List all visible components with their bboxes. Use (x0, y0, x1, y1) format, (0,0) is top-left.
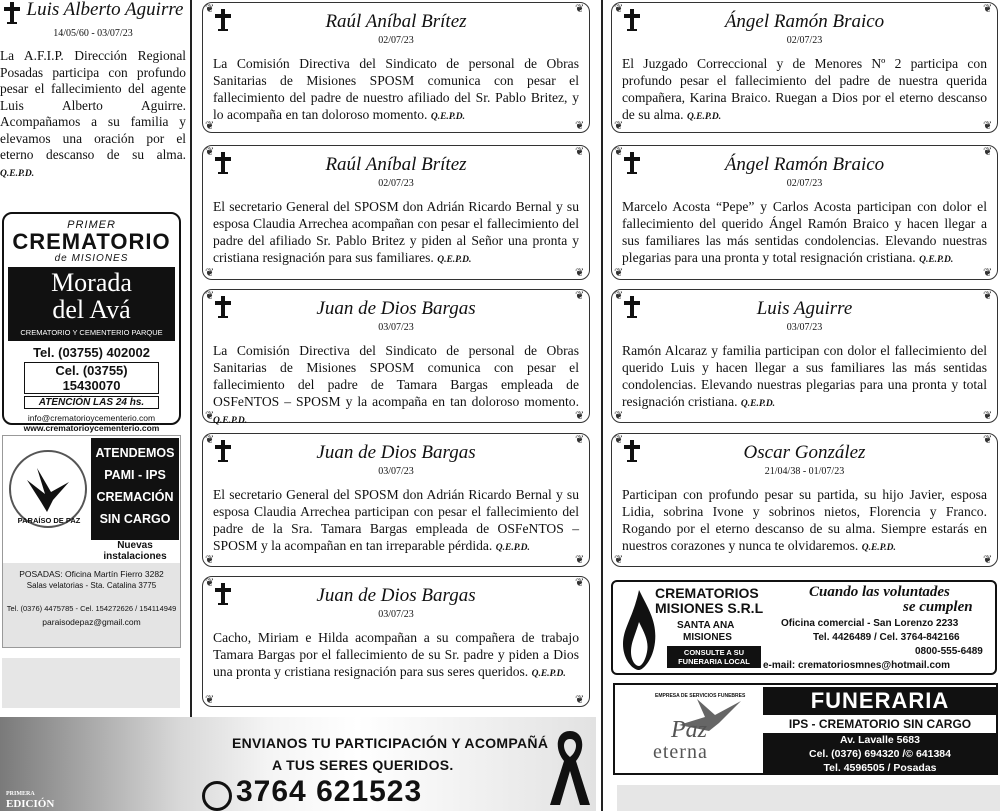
ad-line: SIN CARGO (99, 512, 171, 526)
ad-contact (763, 733, 997, 775)
ad-paraiso-de-paz (2, 435, 181, 648)
qepd-label: Q.E.P.D. (531, 669, 566, 679)
ad-office: Oficina comercial - San Lorenzo 2233 (781, 618, 959, 629)
ad-cel: Cel. (0376) 694320 /© 641384 (808, 748, 951, 760)
qepd-label: Q.E.P.D. (495, 543, 530, 553)
obituary-card: ❦ ❦ ❦ ❦ Raúl Aníbal Brítez 02/07/23 El secretario General del SPOSM don Adrián Ricardo Bernal y su esposa Claudia Arrechea acompañan con pesar el fallecimiento del padre del afiliado Sr. Pablo Britez y piden al Señor una pronta y cristiana resignación para sus familiares. Q.E.P.D. (202, 145, 590, 280)
ad-tels: Tel. (0376) 4475785 - Cel. 154272626 / 154114949 (6, 604, 177, 613)
ad-email: e-mail: crematoriosmnes@hotmail.com (763, 660, 951, 671)
flame-icon (619, 588, 659, 672)
obituary-name: Ángel Ramón Braico (724, 11, 885, 32)
obituary-date: 21/04/38 - 01/07/23 (764, 466, 845, 477)
obituary-card: ❦ ❦ ❦ ❦ Juan de Dios Bargas 03/07/23 El secretario General del SPOSM don Adrián Ricardo Bernal y su esposa Claudia Arrechea participan con pesar el fallecimiento del padre de la Sra. Tamara Bargas empleada de OSFeNTOS – SPOSM y la acompañan en tan irreparable pérdida. Q.E.P.D. (202, 433, 590, 567)
ad-contact-block (3, 563, 180, 647)
obituary-date: 02/07/23 (378, 178, 414, 189)
obituary-body: El secretario General del SPOSM don Adrián Ricardo Bernal y su esposa Claudia Arrechea participan con pesar el fallecimiento del padre de la Sra. Tamara Bargas empleada de OSFeNTOS – SPOSM y la acompañan en tan irreparable pérdida. Q.E.P.D. (213, 487, 579, 553)
obituary-card: ❦ ❦ ❦ ❦ Ángel Ramón Braico 02/07/23 El Juzgado Correccional y de Menores Nº 2 participa con profundo pesar el fallecimiento del padre de nuestra querida compañera, Karina Braico. Ruegan a Dios por el eterno descanso de su alma. Q.E.P.D. (611, 2, 998, 133)
cross-icon (624, 152, 640, 174)
obituary-date: 03/07/23 (378, 609, 414, 620)
mourning-ribbon-icon (548, 727, 592, 807)
ad-tel: Tel. (03755) 402002 (33, 345, 150, 360)
qepd-label: Q.E.P.D. (430, 112, 465, 122)
ad-subtitle: IPS - CREMATORIO SIN CARGO (788, 717, 972, 731)
ad-salas: Salas velatorias - Sta. Catalina 3775 (26, 581, 157, 590)
ad-slogan: se cumplen (903, 599, 973, 615)
ad-cel: Cel. (03755) 15430070 (24, 362, 159, 394)
qepd-label: Q.E.P.D. (686, 112, 722, 122)
empty-ad-slot (617, 785, 1000, 811)
obituary-name: Juan de Dios Bargas (316, 298, 476, 319)
ad-email: paraisodepaz@gmail.com (42, 617, 141, 627)
logo-top: PRIMERA (6, 791, 35, 797)
cross-icon (215, 9, 231, 31)
ad-line: PAMI - IPS (104, 468, 166, 482)
obituary-body: Participan con profundo pesar su partida, su hijo Javier, esposa Lidia, sobrina Ivone y sobrinos nietos, Florencia y Franco. Rogando por el eterno descanso de su alma. Siempre estarás en nuestros corazones y nunca te olvidaremos. Q.E.P.D. (622, 487, 987, 553)
qepd-label: Q.E.P.D. (213, 416, 248, 426)
ad-line: ATENDEMOS (95, 446, 175, 460)
logo-paz: Paz (671, 717, 707, 743)
ad-place: MISIONES (683, 632, 732, 643)
ad-nuevas: Nuevas instalaciones (103, 540, 167, 562)
ad-badge: CONSULTE A SU FUNERARIA LOCAL (667, 646, 761, 668)
obituary-card: ❦ ❦ ❦ ❦ Oscar González 21/04/38 - 01/07/23 Participan con profundo pesar su partida, su hijo Javier, esposa Lidia, sobrina Ivone y sobrinos nietos, Florencia y Franco. Rogando por el eterno descanso de su alma. Siempre estarás en nuestros corazones y nunca te olvidaremos. Q.E.P.D. (611, 433, 998, 567)
left-obituary (0, 0, 186, 182)
ad-free-phone: 0800-555-6489 (915, 646, 983, 657)
ad-attention: ATENCIÓN LAS 24 hs. (24, 396, 159, 409)
ad-line: de MISIONES (54, 253, 129, 264)
ad-line: PRIMER (67, 219, 116, 231)
obituary-name: Ángel Ramón Braico (724, 154, 885, 175)
obituary-name: Luis Alberto Aguirre (26, 0, 184, 20)
cross-icon (624, 296, 640, 318)
primera-edicion-logo (6, 789, 54, 809)
qepd-label: Q.E.P.D. (740, 399, 776, 409)
obituary-name: Oscar González (743, 442, 866, 463)
obituary-name: Raúl Aníbal Brítez (325, 154, 467, 175)
ad-crematorio-morada (2, 212, 181, 433)
qepd-label: Q.E.P.D. (861, 543, 896, 553)
obituary-body: La Comisión Directiva del Sindicato de personal de Obras Sanitarias de Misiones SPOSM comunica con pesar el fallecimiento del padre de Tamara Bargas empleada de OSFeNTOS – SPOSM y la acompaña en tan doloroso momento. Q.E.P.D. (213, 343, 579, 426)
ad-email: info@crematorioycementerio.com (27, 413, 156, 423)
ad-posadas: POSADAS: Oficina Martín Fierro 3282 (19, 569, 164, 579)
ad-crematorios-misiones (611, 580, 997, 675)
obituary-body: El Juzgado Correccional y de Menores Nº 2 participa con profundo pesar el fallecimiento del padre de nuestra querida compañera, Karina Braico. Ruegan a Dios por el eterno descanso de su alma. Q.E.P.D. (622, 56, 987, 122)
ad-name: Morada (51, 268, 132, 297)
ad-address: Av. Lavalle 5683 (840, 734, 920, 746)
ad-funeraria-paz-eterna (613, 683, 998, 775)
obituary-body: La Comisión Directiva del Sindicato de personal de Obras Sanitarias de Misiones SPOSM comunica con pesar el fallecimiento del padre de nuestro afiliado del Sr. Pablo Britez, y lo acompaña en tan doloroso momento. Q.E.P.D. (213, 56, 579, 122)
banner-line: ENVIANOS TU PARTICIPACIÓN Y ACOMPAÑÁ (232, 735, 549, 751)
whatsapp-icon (202, 781, 232, 811)
obituary-name: Raúl Aníbal Brítez (325, 11, 467, 32)
ad-name-block (8, 267, 175, 341)
obituary-date: 02/07/23 (786, 178, 823, 189)
paraiso-logo (7, 440, 89, 568)
cross-icon (4, 2, 20, 24)
obituary-body: Ramón Alcaraz y familia participan con dolor el fallecimiento del querido Luis y hacen llegar a sus familiares las más sentidas condolencias. Elevando nuestras plegarias para una pronta y total resignación cristiana. Q.E.P.D. (622, 343, 987, 409)
ad-place: SANTA ANA (677, 620, 735, 631)
obituary-dates: 14/05/60 - 03/07/23 (53, 28, 133, 39)
cross-icon (215, 152, 231, 174)
cross-icon (215, 583, 231, 605)
obituary-date: 03/07/23 (378, 466, 414, 477)
obituary-card: ❦ ❦ ❦ ❦ Luis Aguirre 03/07/23 Ramón Alcaraz y familia participan con dolor el fallecimiento del querido Luis y hacen llegar a sus familiares las más sentidas condolencias. Elevando nuestras plegarias para una pronta y total resignación cristiana. Q.E.P.D. (611, 289, 998, 423)
obituary-date: 03/07/23 (786, 322, 823, 333)
empty-ad-slot (2, 658, 180, 708)
column-rule-right (601, 0, 603, 811)
obituary-card: ❦ ❦ ❦ ❦ Juan de Dios Bargas 03/07/23 La Comisión Directiva del Sindicato de personal de Obras Sanitarias de Misiones SPOSM comunica con pesar el fallecimiento del padre de Tamara Bargas empleada de OSFeNTOS – SPOSM y la acompaña en tan doloroso momento. Q.E.P.D. (202, 289, 590, 423)
participation-banner (0, 717, 596, 811)
ad-tel: Tel. 4426489 / Cel. 3764-842166 (813, 632, 960, 643)
ad-tagline: CREMATORIO Y CEMENTERIO PARQUE (20, 328, 163, 337)
logo-bottom: EDICIÓN (6, 798, 55, 810)
ad-name: del Avá (52, 295, 131, 324)
cross-icon (215, 296, 231, 318)
ad-web: www.crematorioycementerio.com (23, 423, 160, 433)
ad-name: MISIONES S.R.L (655, 600, 764, 616)
obituary-card: ❦ ❦ ❦ ❦ Raúl Aníbal Brítez 02/07/23 La Comisión Directiva del Sindicato de personal de Obras Sanitarias de Misiones SPOSM comunica con pesar el fallecimiento del padre de nuestro afiliado del Sr. Pablo Britez, y lo acompaña en tan doloroso momento. Q.E.P.D. (202, 2, 590, 133)
ad-tel: Tel. 4596505 / Posadas (823, 762, 937, 774)
obituary-card: ❦ ❦ ❦ ❦ Juan de Dios Bargas 03/07/23 Cacho, Miriam e Hilda acompañan a su compañera de trabajo Tamara Bargas por el fallecimiento de su Sr. padre y piden a Dios una pronta y cristiana resignación para sus seres queridos. Q.E.P.D. (202, 576, 590, 707)
obituary-name: Luis Aguirre (756, 298, 853, 319)
banner-line: A TUS SERES QUERIDOS. (272, 757, 454, 773)
qepd-label: Q.E.P.D. (0, 168, 35, 179)
obituary-body: Cacho, Miriam e Hilda acompañan a su compañera de trabajo Tamara Bargas por el fallecimiento de su Sr. padre y piden a Dios una pronta y cristiana resignación para sus seres queridos. Q.E.P.D. (213, 630, 579, 679)
ad-slogan: Cuando las voluntades (809, 584, 950, 600)
column-rule-left (190, 0, 192, 717)
ad-title: FUNERARIA (763, 687, 997, 715)
ad-line: CREMATORIO (12, 229, 171, 254)
qepd-label: Q.E.P.D. (919, 255, 954, 265)
logo-arc-text: EMPRESA DE SERVICIOS FUNEBRES (655, 693, 746, 699)
obituary-date: 03/07/23 (378, 322, 414, 333)
paz-eterna-logo (619, 687, 761, 773)
obituary-body: Marcelo Acosta “Pepe” y Carlos Acosta participan con dolor el fallecimiento del querido Ángel Ramón Braico y hacen llegar a sus familiares las más sentidas condolencias. Elevando nuestras plegarias para una pronta y total resignación cristiana. Q.E.P.D. (622, 199, 987, 265)
cross-icon (624, 440, 640, 462)
paraiso-logo-text: PARAÍSO DE PAZ (17, 516, 81, 525)
ad-highlight-block (91, 438, 179, 540)
qepd-label: Q.E.P.D. (437, 255, 472, 265)
obituary-card: ❦ ❦ ❦ ❦ Ángel Ramón Braico 02/07/23 Marcelo Acosta “Pepe” y Carlos Acosta participan con dolor el fallecimiento del querido Ángel Ramón Braico y hacen llegar a sus familiares las más sentidas condolencias. Elevando nuestras plegarias para una pronta y total resignación cristiana. Q.E.P.D. (611, 145, 998, 280)
cross-icon (624, 9, 640, 31)
cross-icon (215, 440, 231, 462)
obituary-date: 02/07/23 (786, 35, 823, 46)
logo-eterna: eterna (653, 741, 708, 763)
obituary-name: Juan de Dios Bargas (316, 442, 476, 463)
obituary-date: 02/07/23 (378, 35, 414, 46)
obituary-body: La A.F.I.P. Dirección Regional Posadas participa con profundo pesar el fallecimiento del agente Luis Alberto Aguirre. Acompañamos a su familia y elevamos una oración por el eterno descanso de su alma. Q.E.P.D. (0, 48, 186, 179)
ad-name: CREMATORIOS (655, 585, 759, 601)
obituary-name: Juan de Dios Bargas (316, 585, 476, 606)
banner-phone: 3764 621523 (236, 775, 423, 808)
ad-line: CREMACIÓN (96, 490, 174, 504)
obituary-body: El secretario General del SPOSM don Adrián Ricardo Bernal y su esposa Claudia Arrechea acompañan con pesar el fallecimiento del padre del afiliado Sr. Pablo Britez y piden al Señor una pronta y cristiana resignación para sus familiares. Q.E.P.D. (213, 199, 579, 265)
